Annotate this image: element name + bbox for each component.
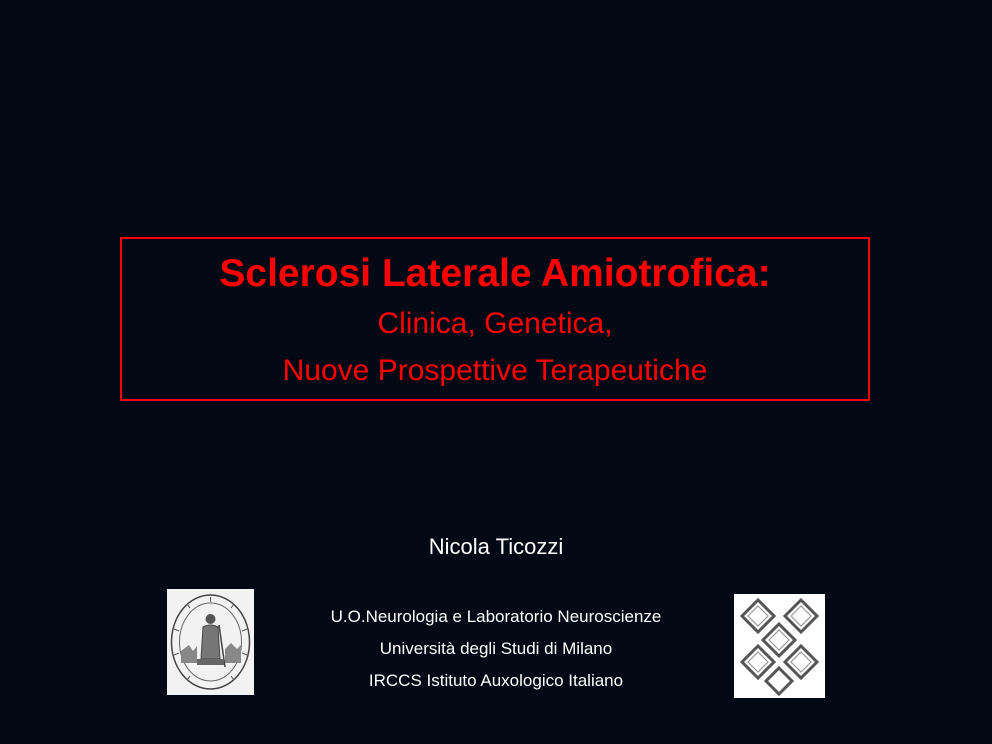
auxologico-logo-icon	[734, 594, 825, 698]
affiliation-line-2: Università degli Studi di Milano	[379, 639, 613, 658]
affiliation-line-1: U.O.Neurologia e Laboratorio Neuroscienze	[330, 607, 662, 626]
slide-subtitle-line-1: Clinica, Genetica,	[377, 307, 613, 340]
slide-title: Sclerosi Laterale Amiotrofica:	[219, 252, 771, 295]
university-seal-icon	[167, 589, 254, 695]
slide-subtitle-line-2: Nuove Prospettive Terapeutiche	[282, 354, 708, 387]
title-box	[120, 237, 870, 401]
affiliation-line-3: IRCCS Istituto Auxologico Italiano	[368, 671, 624, 690]
author-name: Nicola Ticozzi	[428, 534, 564, 559]
